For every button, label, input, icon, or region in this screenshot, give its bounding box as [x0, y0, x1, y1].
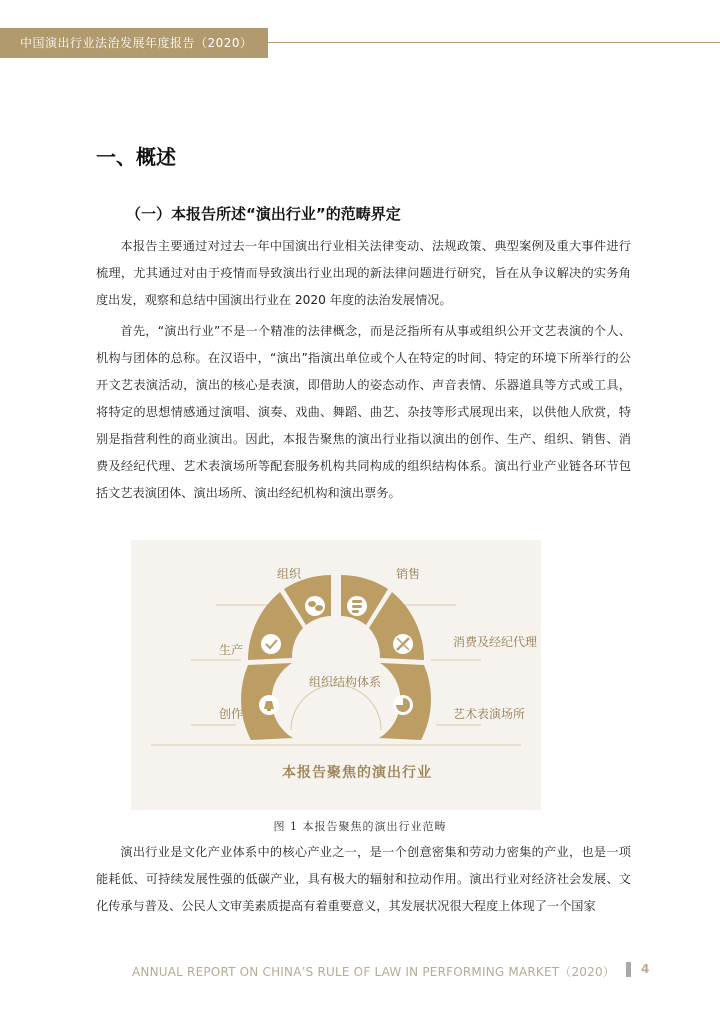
- footer-bar: [626, 962, 631, 977]
- body-paragraph-1: 本报告主要通过对过去一年中国演出行业相关法律变动、法规政策、典型案例及重大事件进行梳理，尤其通过对由于疫情而导致演出行业出现的新法律问题进行研究，旨在从争议解决的实务角度出发，观察和总结中国演出行业在 2020 年度的法治发展情况。: [96, 239, 631, 307]
- figure-diagram: [131, 540, 541, 810]
- label-xiaofei: 消费及经纪代理: [453, 635, 538, 649]
- footer-text: ANNUAL REPORT ON CHINA’S RULE OF LAW IN PERFORMING MARKET（2020）: [132, 965, 616, 979]
- page-number: 4: [641, 962, 650, 976]
- body-paragraph-3: 演出行业是文化产业体系中的核心产业之一，是一个创意密集和劳动力密集的产业，也是一项能耗低、可持续发展性强的低碳产业，具有极大的辐射和拉动作用。演出行业对经济社会发展、文化传承与普及、公民人文审美素质提高有着重要意义，其发展状况很大程度上体现了一个国家: [96, 845, 631, 913]
- section-subheading: （一）本报告所述“演出行业”的范畴界定: [126, 205, 401, 223]
- section-heading: 一、概述: [96, 145, 176, 169]
- figure-caption: 图 1 本报告聚焦的演出行业范畴: [273, 820, 447, 833]
- label-zuzhi: 组织: [277, 567, 302, 581]
- database-coin-icon: [347, 596, 367, 616]
- label-center: 组织结构体系: [309, 675, 382, 689]
- label-xiaoshou: 销售: [396, 567, 421, 581]
- label-yishu: 艺术表演场所: [453, 707, 526, 721]
- pie-chart-icon: [393, 695, 413, 715]
- lamp-icon: [259, 695, 279, 715]
- inner-arc: [291, 685, 381, 730]
- label-shengchan: 生产: [219, 643, 244, 657]
- body-paragraph-2: 首先，“演出行业”不是一个精准的法律概念，而是泛指所有从事或组织公开文艺表演的个人、机构与团体的总称。在汉语中，“演出”指演出单位或个人在特定的时间、特定的环境下所举行的公开文艺表演活动，演出的核心是表演，即借助人的姿态动作、声音表情、乐器道具等方式或工具，将特定的思想情感通过演唱、演奏、戏曲、舞蹈、曲艺、杂技等形式展现出来，以供他人欣赏，特别是指营利性的商业演出。因此，本报告聚焦的演出行业指以演出的创作、生产、组织、销售、消费及经纪代理、艺术表演场所等配套服务机构共同构成的组织结构体系。演出行业产业链各环节包括文艺表演团体、演出场所、演出经纪机构和演出票务。: [96, 324, 631, 500]
- tools-icon: [393, 634, 413, 654]
- label-bottom: 本报告聚焦的演出行业: [282, 765, 432, 781]
- label-chuangzuo: 创作: [219, 707, 244, 721]
- checkmark-circle-icon: [261, 634, 281, 654]
- header-rule: [268, 42, 720, 43]
- header-title: 中国演出行业法治发展年度报告（2020）: [20, 36, 253, 50]
- chat-bubbles-icon: [305, 596, 325, 616]
